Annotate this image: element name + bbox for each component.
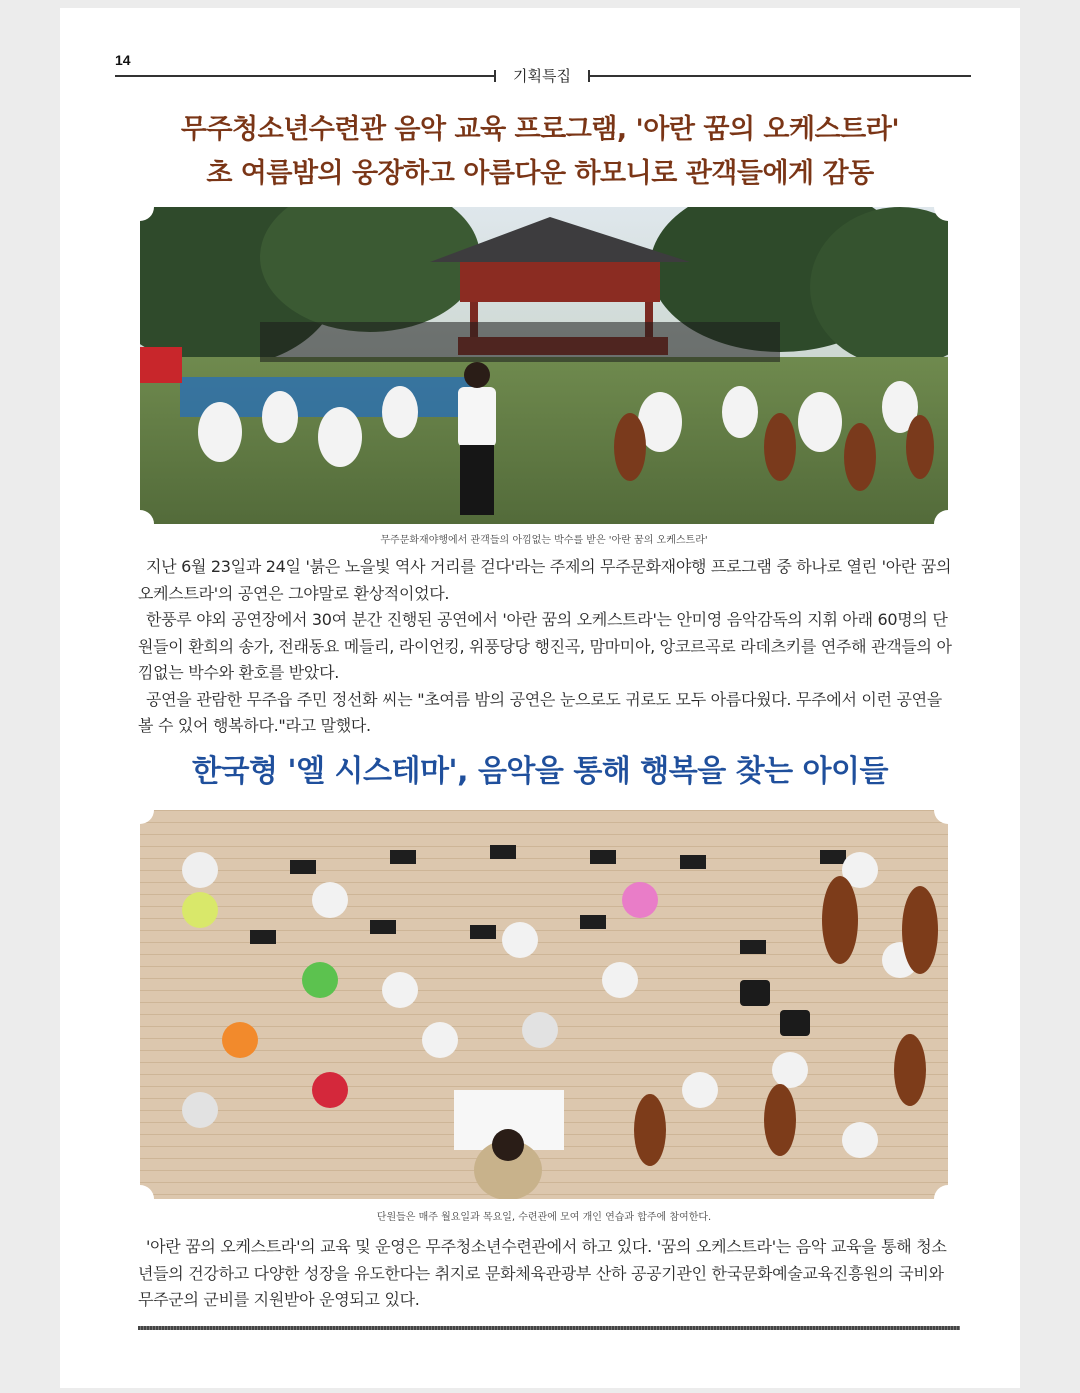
article1-headline (120, 108, 960, 196)
article1-body (138, 554, 952, 740)
article1-photo-caption: 무주문화재야행에서 관객들의 아낌없는 박수를 받은 '아란 꿈의 오케스트라' (380, 535, 708, 546)
article2-headline: 한국형 '엘 시스테마', 음악을 통해 행복을 찾는 아이들 (192, 754, 888, 789)
article1-photo (140, 207, 948, 524)
magazine-page (60, 8, 1020, 1388)
outdoor-concert-photo (140, 207, 948, 524)
article1-paragraph: 한풍루 야외 공연장에서 30여 분간 진행된 공연에서 '아란 꿈의 오케스트라'는 안미영 음악감독의 지휘 아래 60명의 단원들이 환희의 송가, 전래동요 메들리, 라이언킹, 위풍당당 행진곡, 맘마미아, 앙코르곡로 라데츠키를 연주해 관객들의 아낌없는 박수와 환호를 받았다. (138, 610, 952, 682)
article2-paragraph: '아란 꿈의 오케스트라'의 교육 및 운영은 무주청소년수련관에서 하고 있다. '꿈의 오케스트라'는 음악 교육을 통해 청소년들의 건강하고 다양한 성장을 유도한다는 취지로 문화체육관광부 산하 공공기관인 한국문화예술교육진흥원의 국비와 무주군의 군비를 지원받아 운영되고 있다. (138, 1237, 947, 1309)
article1-paragraph: 지난 6월 23일과 24일 '붉은 노을빛 역사 거리를 걷다'라는 주제의 무주문화재야행 프로그램 중 하나로 열린 '아란 꿈의 오케스트라'의 공연은 그야말로 환상적이었다. (138, 557, 952, 603)
article2-photo (140, 810, 948, 1199)
section-tag: 기획특집 (494, 65, 590, 87)
article1-headline-line1: 무주청소년수련관 음악 교육 프로그램, '아란 꿈의 오케스트라' (180, 114, 900, 145)
page-number: 14 (115, 52, 131, 68)
article1-headline-line2: 초 여름밤의 웅장하고 아름다운 하모니로 관객들에게 감동 (206, 158, 874, 189)
article2-photo-caption: 단원들은 매주 월요일과 목요일, 수련관에 모여 개인 연습과 합주에 참여한다. (376, 1212, 712, 1223)
article1-paragraph: 공연을 관람한 무주읍 주민 정선화 씨는 "초여름 밤의 공연은 눈으로도 귀로도 모두 아름다웠다. 무주에서 이런 공연을 볼 수 있어 행복하다."라고 말했다. (138, 689, 942, 735)
rehearsal-photo (140, 810, 948, 1199)
footer-rule (138, 1326, 960, 1330)
article2-body (138, 1234, 952, 1314)
